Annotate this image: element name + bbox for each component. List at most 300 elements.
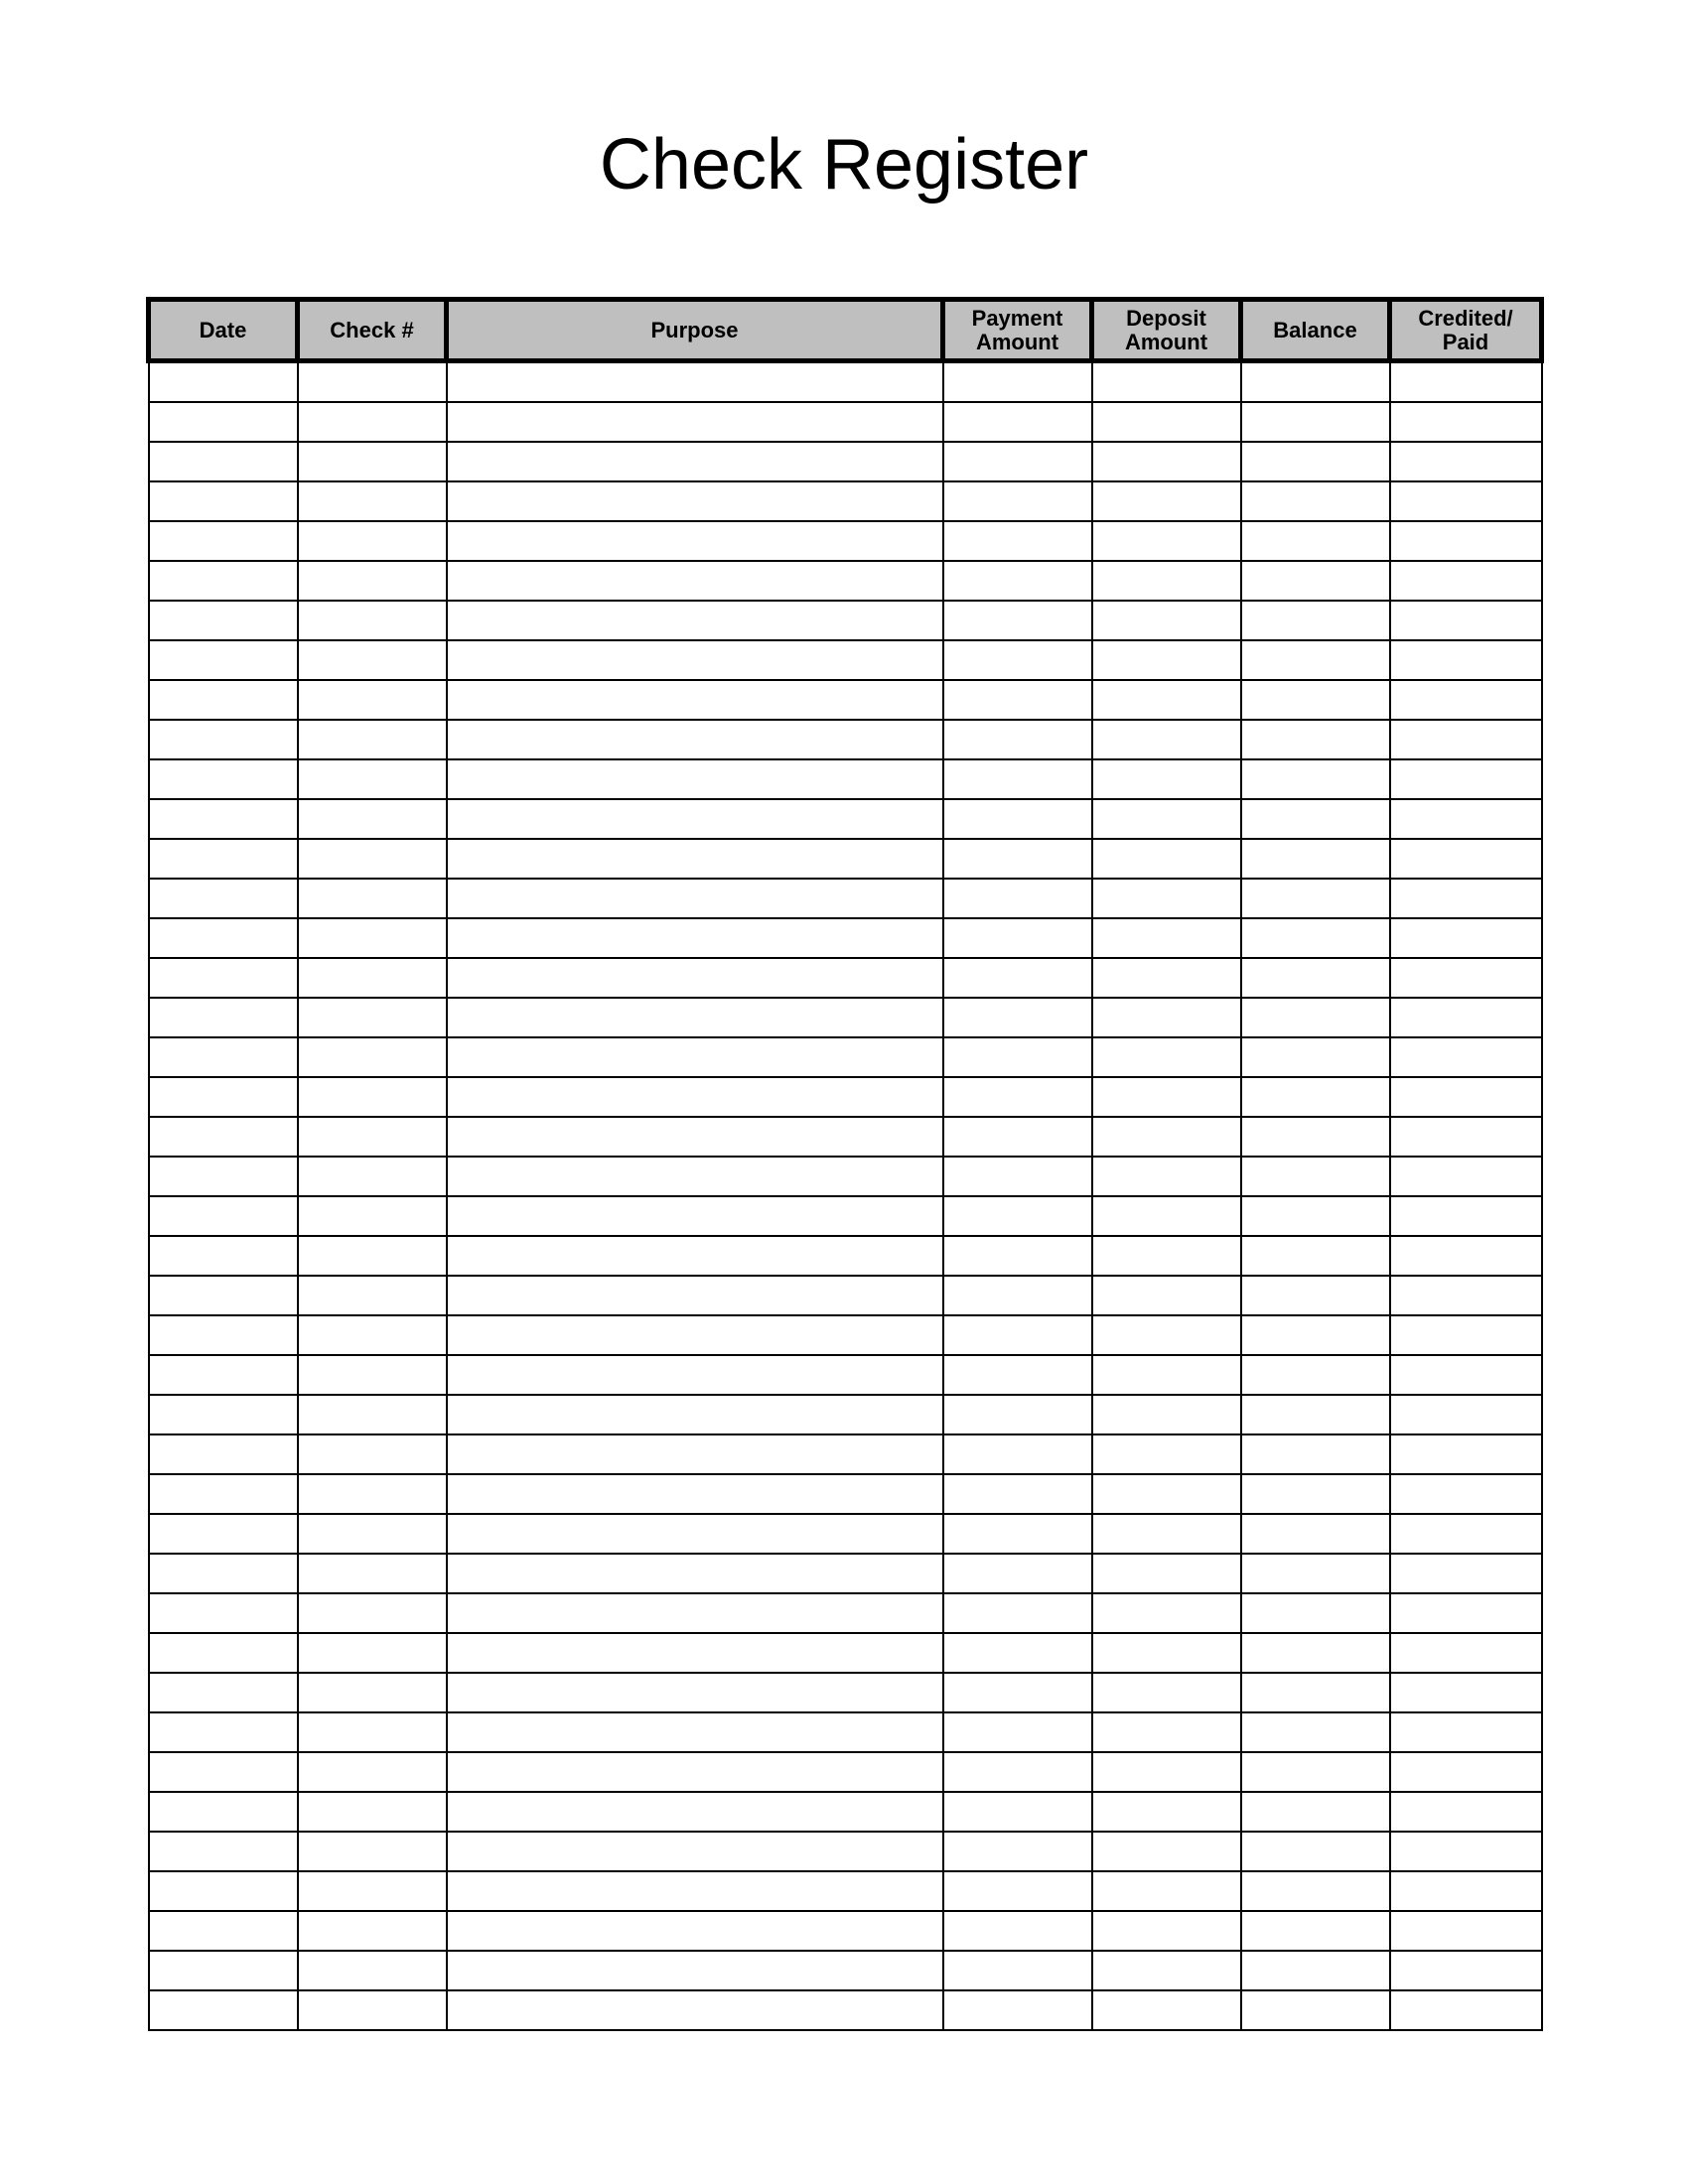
- cell-payment-amount[interactable]: [943, 361, 1092, 403]
- cell-credited-paid[interactable]: [1390, 1554, 1542, 1593]
- cell-balance[interactable]: [1241, 1196, 1390, 1236]
- cell-date[interactable]: [149, 918, 298, 958]
- cell-check-number[interactable]: [298, 521, 447, 561]
- cell-date[interactable]: [149, 1395, 298, 1434]
- cell-balance[interactable]: [1241, 839, 1390, 879]
- cell-credited-paid[interactable]: [1390, 680, 1542, 720]
- cell-payment-amount[interactable]: [943, 1434, 1092, 1474]
- cell-check-number[interactable]: [298, 1117, 447, 1157]
- cell-balance[interactable]: [1241, 1633, 1390, 1673]
- cell-deposit-amount[interactable]: [1092, 1752, 1241, 1792]
- cell-purpose[interactable]: [447, 958, 943, 998]
- cell-date[interactable]: [149, 1951, 298, 1990]
- cell-credited-paid[interactable]: [1390, 561, 1542, 601]
- cell-credited-paid[interactable]: [1390, 799, 1542, 839]
- cell-date[interactable]: [149, 1315, 298, 1355]
- cell-date[interactable]: [149, 1633, 298, 1673]
- cell-date[interactable]: [149, 1752, 298, 1792]
- cell-balance[interactable]: [1241, 1712, 1390, 1752]
- cell-date[interactable]: [149, 1911, 298, 1951]
- cell-purpose[interactable]: [447, 1077, 943, 1117]
- cell-payment-amount[interactable]: [943, 1554, 1092, 1593]
- cell-purpose[interactable]: [447, 839, 943, 879]
- cell-balance[interactable]: [1241, 521, 1390, 561]
- cell-purpose[interactable]: [447, 1236, 943, 1276]
- cell-check-number[interactable]: [298, 879, 447, 918]
- cell-date[interactable]: [149, 1355, 298, 1395]
- cell-credited-paid[interactable]: [1390, 1434, 1542, 1474]
- cell-payment-amount[interactable]: [943, 1236, 1092, 1276]
- cell-payment-amount[interactable]: [943, 1871, 1092, 1911]
- cell-credited-paid[interactable]: [1390, 1037, 1542, 1077]
- cell-purpose[interactable]: [447, 1117, 943, 1157]
- cell-credited-paid[interactable]: [1390, 1792, 1542, 1832]
- cell-deposit-amount[interactable]: [1092, 918, 1241, 958]
- cell-deposit-amount[interactable]: [1092, 1712, 1241, 1752]
- cell-balance[interactable]: [1241, 1752, 1390, 1792]
- cell-payment-amount[interactable]: [943, 1355, 1092, 1395]
- cell-balance[interactable]: [1241, 918, 1390, 958]
- cell-check-number[interactable]: [298, 442, 447, 481]
- cell-deposit-amount[interactable]: [1092, 1474, 1241, 1514]
- cell-balance[interactable]: [1241, 1792, 1390, 1832]
- cell-credited-paid[interactable]: [1390, 1395, 1542, 1434]
- cell-date[interactable]: [149, 1434, 298, 1474]
- cell-check-number[interactable]: [298, 1474, 447, 1514]
- cell-deposit-amount[interactable]: [1092, 759, 1241, 799]
- cell-payment-amount[interactable]: [943, 1037, 1092, 1077]
- cell-payment-amount[interactable]: [943, 1633, 1092, 1673]
- cell-balance[interactable]: [1241, 1951, 1390, 1990]
- cell-deposit-amount[interactable]: [1092, 799, 1241, 839]
- cell-payment-amount[interactable]: [943, 759, 1092, 799]
- cell-balance[interactable]: [1241, 1832, 1390, 1871]
- cell-check-number[interactable]: [298, 1633, 447, 1673]
- cell-payment-amount[interactable]: [943, 1514, 1092, 1554]
- cell-credited-paid[interactable]: [1390, 1832, 1542, 1871]
- cell-balance[interactable]: [1241, 759, 1390, 799]
- cell-balance[interactable]: [1241, 1673, 1390, 1712]
- cell-date[interactable]: [149, 361, 298, 403]
- cell-deposit-amount[interactable]: [1092, 998, 1241, 1037]
- cell-credited-paid[interactable]: [1390, 1474, 1542, 1514]
- cell-purpose[interactable]: [447, 361, 943, 403]
- cell-credited-paid[interactable]: [1390, 1752, 1542, 1792]
- cell-purpose[interactable]: [447, 1514, 943, 1554]
- cell-check-number[interactable]: [298, 361, 447, 403]
- cell-date[interactable]: [149, 1196, 298, 1236]
- cell-credited-paid[interactable]: [1390, 1157, 1542, 1196]
- cell-deposit-amount[interactable]: [1092, 879, 1241, 918]
- cell-purpose[interactable]: [447, 1593, 943, 1633]
- cell-date[interactable]: [149, 601, 298, 640]
- cell-credited-paid[interactable]: [1390, 1117, 1542, 1157]
- cell-check-number[interactable]: [298, 1792, 447, 1832]
- cell-deposit-amount[interactable]: [1092, 1514, 1241, 1554]
- cell-credited-paid[interactable]: [1390, 521, 1542, 561]
- cell-deposit-amount[interactable]: [1092, 561, 1241, 601]
- cell-deposit-amount[interactable]: [1092, 1951, 1241, 1990]
- cell-check-number[interactable]: [298, 1236, 447, 1276]
- cell-purpose[interactable]: [447, 680, 943, 720]
- cell-payment-amount[interactable]: [943, 879, 1092, 918]
- cell-credited-paid[interactable]: [1390, 1236, 1542, 1276]
- cell-balance[interactable]: [1241, 1077, 1390, 1117]
- cell-payment-amount[interactable]: [943, 1951, 1092, 1990]
- cell-date[interactable]: [149, 1276, 298, 1315]
- cell-credited-paid[interactable]: [1390, 839, 1542, 879]
- cell-date[interactable]: [149, 1474, 298, 1514]
- cell-purpose[interactable]: [447, 1712, 943, 1752]
- cell-deposit-amount[interactable]: [1092, 1276, 1241, 1315]
- cell-check-number[interactable]: [298, 1514, 447, 1554]
- cell-credited-paid[interactable]: [1390, 442, 1542, 481]
- cell-deposit-amount[interactable]: [1092, 1911, 1241, 1951]
- cell-check-number[interactable]: [298, 1554, 447, 1593]
- cell-purpose[interactable]: [447, 879, 943, 918]
- cell-check-number[interactable]: [298, 402, 447, 442]
- cell-date[interactable]: [149, 442, 298, 481]
- cell-check-number[interactable]: [298, 481, 447, 521]
- cell-credited-paid[interactable]: [1390, 1951, 1542, 1990]
- cell-deposit-amount[interactable]: [1092, 442, 1241, 481]
- cell-balance[interactable]: [1241, 1911, 1390, 1951]
- cell-payment-amount[interactable]: [943, 799, 1092, 839]
- cell-purpose[interactable]: [447, 998, 943, 1037]
- cell-date[interactable]: [149, 1117, 298, 1157]
- cell-credited-paid[interactable]: [1390, 879, 1542, 918]
- cell-purpose[interactable]: [447, 1315, 943, 1355]
- cell-purpose[interactable]: [447, 799, 943, 839]
- cell-credited-paid[interactable]: [1390, 1990, 1542, 2030]
- cell-purpose[interactable]: [447, 1911, 943, 1951]
- cell-balance[interactable]: [1241, 361, 1390, 403]
- cell-date[interactable]: [149, 879, 298, 918]
- cell-payment-amount[interactable]: [943, 402, 1092, 442]
- cell-date[interactable]: [149, 1712, 298, 1752]
- cell-payment-amount[interactable]: [943, 1673, 1092, 1712]
- cell-payment-amount[interactable]: [943, 561, 1092, 601]
- cell-purpose[interactable]: [447, 1792, 943, 1832]
- cell-credited-paid[interactable]: [1390, 601, 1542, 640]
- cell-balance[interactable]: [1241, 481, 1390, 521]
- cell-deposit-amount[interactable]: [1092, 1871, 1241, 1911]
- table-row: [149, 1554, 1542, 1593]
- cell-purpose[interactable]: [447, 918, 943, 958]
- cell-check-number[interactable]: [298, 1911, 447, 1951]
- cell-balance[interactable]: [1241, 601, 1390, 640]
- cell-check-number[interactable]: [298, 958, 447, 998]
- cell-credited-paid[interactable]: [1390, 1077, 1542, 1117]
- cell-purpose[interactable]: [447, 759, 943, 799]
- cell-date[interactable]: [149, 1554, 298, 1593]
- cell-date[interactable]: [149, 1236, 298, 1276]
- cell-deposit-amount[interactable]: [1092, 1157, 1241, 1196]
- cell-payment-amount[interactable]: [943, 1276, 1092, 1315]
- cell-payment-amount[interactable]: [943, 680, 1092, 720]
- cell-credited-paid[interactable]: [1390, 481, 1542, 521]
- cell-deposit-amount[interactable]: [1092, 481, 1241, 521]
- cell-payment-amount[interactable]: [943, 1196, 1092, 1236]
- cell-deposit-amount[interactable]: [1092, 1117, 1241, 1157]
- cell-payment-amount[interactable]: [943, 1157, 1092, 1196]
- cell-purpose[interactable]: [447, 1871, 943, 1911]
- cell-check-number[interactable]: [298, 561, 447, 601]
- cell-date[interactable]: [149, 1990, 298, 2030]
- cell-payment-amount[interactable]: [943, 481, 1092, 521]
- table-row: [149, 1593, 1542, 1633]
- cell-date[interactable]: [149, 720, 298, 759]
- cell-purpose[interactable]: [447, 1951, 943, 1990]
- cell-date[interactable]: [149, 1673, 298, 1712]
- cell-date[interactable]: [149, 680, 298, 720]
- cell-payment-amount[interactable]: [943, 1832, 1092, 1871]
- cell-date[interactable]: [149, 839, 298, 879]
- cell-deposit-amount[interactable]: [1092, 1554, 1241, 1593]
- cell-purpose[interactable]: [447, 601, 943, 640]
- cell-credited-paid[interactable]: [1390, 402, 1542, 442]
- cell-balance[interactable]: [1241, 1395, 1390, 1434]
- cell-deposit-amount[interactable]: [1092, 1077, 1241, 1117]
- cell-balance[interactable]: [1241, 442, 1390, 481]
- cell-balance[interactable]: [1241, 799, 1390, 839]
- cell-deposit-amount[interactable]: [1092, 601, 1241, 640]
- cell-balance[interactable]: [1241, 1434, 1390, 1474]
- cell-balance[interactable]: [1241, 1117, 1390, 1157]
- cell-payment-amount[interactable]: [943, 720, 1092, 759]
- cell-payment-amount[interactable]: [943, 998, 1092, 1037]
- cell-balance[interactable]: [1241, 1514, 1390, 1554]
- cell-check-number[interactable]: [298, 839, 447, 879]
- cell-payment-amount[interactable]: [943, 1395, 1092, 1434]
- cell-deposit-amount[interactable]: [1092, 1673, 1241, 1712]
- cell-credited-paid[interactable]: [1390, 918, 1542, 958]
- cell-purpose[interactable]: [447, 1157, 943, 1196]
- cell-credited-paid[interactable]: [1390, 1276, 1542, 1315]
- cell-payment-amount[interactable]: [943, 1077, 1092, 1117]
- cell-deposit-amount[interactable]: [1092, 1990, 1241, 2030]
- cell-date[interactable]: [149, 1832, 298, 1871]
- cell-date[interactable]: [149, 1792, 298, 1832]
- cell-purpose[interactable]: [447, 1355, 943, 1395]
- cell-balance[interactable]: [1241, 1990, 1390, 2030]
- cell-date[interactable]: [149, 521, 298, 561]
- cell-balance[interactable]: [1241, 1315, 1390, 1355]
- cell-credited-paid[interactable]: [1390, 361, 1542, 403]
- cell-deposit-amount[interactable]: [1092, 1832, 1241, 1871]
- cell-deposit-amount[interactable]: [1092, 1037, 1241, 1077]
- cell-date[interactable]: [149, 561, 298, 601]
- cell-credited-paid[interactable]: [1390, 1871, 1542, 1911]
- cell-deposit-amount[interactable]: [1092, 640, 1241, 680]
- cell-payment-amount[interactable]: [943, 958, 1092, 998]
- cell-balance[interactable]: [1241, 640, 1390, 680]
- cell-check-number[interactable]: [298, 1077, 447, 1117]
- cell-deposit-amount[interactable]: [1092, 1633, 1241, 1673]
- cell-purpose[interactable]: [447, 1554, 943, 1593]
- cell-purpose[interactable]: [447, 1395, 943, 1434]
- cell-balance[interactable]: [1241, 1236, 1390, 1276]
- cell-payment-amount[interactable]: [943, 1712, 1092, 1752]
- cell-purpose[interactable]: [447, 481, 943, 521]
- cell-date[interactable]: [149, 481, 298, 521]
- cell-credited-paid[interactable]: [1390, 1911, 1542, 1951]
- cell-credited-paid[interactable]: [1390, 1514, 1542, 1554]
- cell-date[interactable]: [149, 1514, 298, 1554]
- table-row: [149, 561, 1542, 601]
- cell-purpose[interactable]: [447, 1752, 943, 1792]
- cell-purpose[interactable]: [447, 1633, 943, 1673]
- cell-credited-paid[interactable]: [1390, 1315, 1542, 1355]
- cell-deposit-amount[interactable]: [1092, 680, 1241, 720]
- cell-deposit-amount[interactable]: [1092, 1355, 1241, 1395]
- cell-balance[interactable]: [1241, 402, 1390, 442]
- cell-date[interactable]: [149, 998, 298, 1037]
- cell-purpose[interactable]: [447, 720, 943, 759]
- cell-deposit-amount[interactable]: [1092, 1315, 1241, 1355]
- cell-deposit-amount[interactable]: [1092, 720, 1241, 759]
- cell-credited-paid[interactable]: [1390, 759, 1542, 799]
- cell-check-number[interactable]: [298, 1990, 447, 2030]
- cell-payment-amount[interactable]: [943, 601, 1092, 640]
- cell-balance[interactable]: [1241, 680, 1390, 720]
- cell-deposit-amount[interactable]: [1092, 402, 1241, 442]
- cell-purpose[interactable]: [447, 521, 943, 561]
- cell-purpose[interactable]: [447, 1434, 943, 1474]
- cell-credited-paid[interactable]: [1390, 1196, 1542, 1236]
- cell-payment-amount[interactable]: [943, 1474, 1092, 1514]
- cell-purpose[interactable]: [447, 402, 943, 442]
- cell-purpose[interactable]: [447, 1474, 943, 1514]
- cell-deposit-amount[interactable]: [1092, 958, 1241, 998]
- cell-check-number[interactable]: [298, 1395, 447, 1434]
- cell-date[interactable]: [149, 1037, 298, 1077]
- cell-balance[interactable]: [1241, 720, 1390, 759]
- cell-payment-amount[interactable]: [943, 1593, 1092, 1633]
- cell-credited-paid[interactable]: [1390, 1673, 1542, 1712]
- cell-payment-amount[interactable]: [943, 1752, 1092, 1792]
- cell-deposit-amount[interactable]: [1092, 839, 1241, 879]
- cell-check-number[interactable]: [298, 1157, 447, 1196]
- cell-balance[interactable]: [1241, 1871, 1390, 1911]
- cell-check-number[interactable]: [298, 1832, 447, 1871]
- cell-date[interactable]: [149, 1157, 298, 1196]
- cell-credited-paid[interactable]: [1390, 640, 1542, 680]
- cell-payment-amount[interactable]: [943, 640, 1092, 680]
- cell-payment-amount[interactable]: [943, 442, 1092, 481]
- cell-payment-amount[interactable]: [943, 1990, 1092, 2030]
- cell-balance[interactable]: [1241, 879, 1390, 918]
- cell-payment-amount[interactable]: [943, 1117, 1092, 1157]
- cell-deposit-amount[interactable]: [1092, 361, 1241, 403]
- cell-check-number[interactable]: [298, 1752, 447, 1792]
- cell-purpose[interactable]: [447, 442, 943, 481]
- cell-check-number[interactable]: [298, 1871, 447, 1911]
- cell-balance[interactable]: [1241, 1593, 1390, 1633]
- cell-credited-paid[interactable]: [1390, 720, 1542, 759]
- cell-deposit-amount[interactable]: [1092, 1395, 1241, 1434]
- cell-payment-amount[interactable]: [943, 1315, 1092, 1355]
- cell-date[interactable]: [149, 1077, 298, 1117]
- cell-payment-amount[interactable]: [943, 521, 1092, 561]
- cell-purpose[interactable]: [447, 1990, 943, 2030]
- cell-check-number[interactable]: [298, 918, 447, 958]
- cell-deposit-amount[interactable]: [1092, 1792, 1241, 1832]
- cell-credited-paid[interactable]: [1390, 1633, 1542, 1673]
- cell-credited-paid[interactable]: [1390, 958, 1542, 998]
- cell-check-number[interactable]: [298, 680, 447, 720]
- cell-check-number[interactable]: [298, 1276, 447, 1315]
- cell-check-number[interactable]: [298, 720, 447, 759]
- cell-date[interactable]: [149, 1871, 298, 1911]
- cell-deposit-amount[interactable]: [1092, 1434, 1241, 1474]
- cell-balance[interactable]: [1241, 1355, 1390, 1395]
- cell-check-number[interactable]: [298, 1196, 447, 1236]
- cell-balance[interactable]: [1241, 1474, 1390, 1514]
- column-header-credited-paid: Credited/ Paid: [1390, 300, 1542, 361]
- cell-payment-amount[interactable]: [943, 839, 1092, 879]
- cell-check-number[interactable]: [298, 640, 447, 680]
- cell-payment-amount[interactable]: [943, 918, 1092, 958]
- cell-purpose[interactable]: [447, 640, 943, 680]
- cell-deposit-amount[interactable]: [1092, 1196, 1241, 1236]
- cell-check-number[interactable]: [298, 759, 447, 799]
- cell-credited-paid[interactable]: [1390, 1593, 1542, 1633]
- cell-check-number[interactable]: [298, 601, 447, 640]
- cell-purpose[interactable]: [447, 1832, 943, 1871]
- cell-purpose[interactable]: [447, 1276, 943, 1315]
- cell-balance[interactable]: [1241, 998, 1390, 1037]
- cell-date[interactable]: [149, 640, 298, 680]
- cell-date[interactable]: [149, 958, 298, 998]
- cell-date[interactable]: [149, 402, 298, 442]
- cell-purpose[interactable]: [447, 561, 943, 601]
- cell-balance[interactable]: [1241, 1037, 1390, 1077]
- cell-purpose[interactable]: [447, 1196, 943, 1236]
- cell-balance[interactable]: [1241, 1157, 1390, 1196]
- cell-check-number[interactable]: [298, 1712, 447, 1752]
- cell-check-number[interactable]: [298, 998, 447, 1037]
- cell-credited-paid[interactable]: [1390, 1355, 1542, 1395]
- cell-date[interactable]: [149, 759, 298, 799]
- cell-balance[interactable]: [1241, 1276, 1390, 1315]
- cell-check-number[interactable]: [298, 1951, 447, 1990]
- cell-check-number[interactable]: [298, 1037, 447, 1077]
- cell-payment-amount[interactable]: [943, 1911, 1092, 1951]
- cell-check-number[interactable]: [298, 1315, 447, 1355]
- cell-payment-amount[interactable]: [943, 1792, 1092, 1832]
- cell-deposit-amount[interactable]: [1092, 521, 1241, 561]
- table-row: [149, 1911, 1542, 1951]
- cell-credited-paid[interactable]: [1390, 998, 1542, 1037]
- cell-check-number[interactable]: [298, 1355, 447, 1395]
- cell-date[interactable]: [149, 799, 298, 839]
- cell-check-number[interactable]: [298, 799, 447, 839]
- cell-balance[interactable]: [1241, 561, 1390, 601]
- cell-date[interactable]: [149, 1593, 298, 1633]
- cell-deposit-amount[interactable]: [1092, 1593, 1241, 1633]
- cell-balance[interactable]: [1241, 958, 1390, 998]
- cell-check-number[interactable]: [298, 1434, 447, 1474]
- cell-check-number[interactable]: [298, 1673, 447, 1712]
- cell-check-number[interactable]: [298, 1593, 447, 1633]
- cell-purpose[interactable]: [447, 1673, 943, 1712]
- cell-deposit-amount[interactable]: [1092, 1236, 1241, 1276]
- cell-purpose[interactable]: [447, 1037, 943, 1077]
- table-row: [149, 1434, 1542, 1474]
- cell-balance[interactable]: [1241, 1554, 1390, 1593]
- cell-credited-paid[interactable]: [1390, 1712, 1542, 1752]
